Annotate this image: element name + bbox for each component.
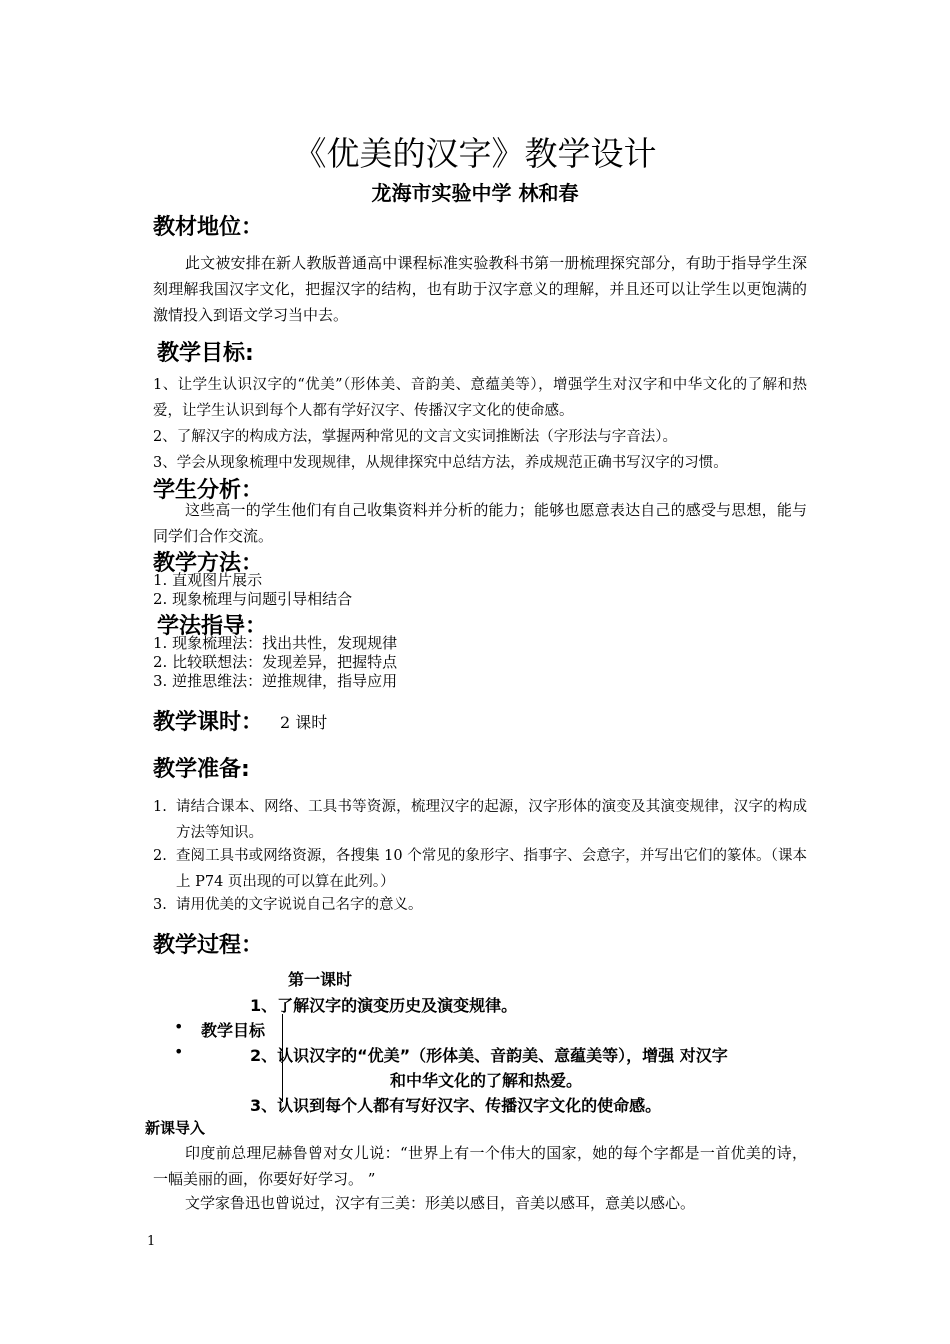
intro-paragraph-2: 文学家鲁迅也曾说过，汉字有三美：形美以感目，音美以感耳，意美以感心。 (185, 1194, 696, 1212)
process-goal-2-cont: 和中华文化的了解和热爱。 (390, 1071, 583, 1090)
goal-item-2: 2、了解汉字的构成方法，掌握两种常见的文言文实词推断法（字形法与字音法）。 (153, 429, 677, 445)
heading-process: 教学过程： (153, 933, 264, 958)
page-number: 1 (147, 1234, 156, 1249)
position-paragraph: 此文被安排在新人教版普通高中课程标准实验教科书第一册梳理探究部分，有助于指导学生深刻理解我国汉字文化，把握汉字的结构，也有助于汉字意义的理解，并且还可以让学生以更饱满的激情投入到语文学习当中去。 (153, 254, 807, 324)
prep-num-1: 1. (153, 799, 167, 815)
bullet-1: • (174, 1017, 184, 1036)
guidance-item-3: 3. 逆推思维法：逆推规律，指导应用 (153, 672, 398, 690)
prep-num-3: 3. (153, 897, 167, 913)
heading-position: 教材地位： (153, 215, 264, 240)
heading-hours: 教学课时： (153, 710, 264, 735)
heading-students: 学生分析： (153, 478, 264, 503)
bullet-2: • (174, 1042, 184, 1061)
prep-num-2: 2. (153, 848, 167, 864)
goal-item-1: 1、让学生认识汉字的“优美”（形体美、音韵美、意蕴美等），增强学生对汉字和中华文化的了解和热爱，让学生认识到每个人都有学好汉字、传播汉字文化的使命感。 (153, 377, 807, 419)
goal-label: 教学目标 (201, 1021, 266, 1040)
method-item-2: 2. 现象梳理与问题引导相结合 (153, 590, 353, 608)
document-title: 《优美的汉字》教学设计 (293, 134, 657, 173)
guidance-item-2: 2. 比较联想法：发现差异，把握特点 (153, 653, 398, 671)
process-goal-2: 2、认识汉字的“优美”（形体美、音韵美、意蕴美等），增强 对汉字 (250, 1046, 728, 1065)
students-paragraph: 这些高一的学生他们有自己收集资料并分析的能力；能够也愿意表达自己的感受与思想，能与同学们合作交流。 (153, 501, 807, 545)
goal-bracket (282, 1014, 291, 1102)
intro-paragraph-1: 印度前总理尼赫鲁曾对女儿说：“世界上有一个伟大的国家，她的每个字都是一首优美的诗，一幅美丽的画，你要好好学习。 ” (153, 1144, 807, 1188)
heading-guidance: 学法指导： (157, 614, 268, 639)
prep-item-3: 请用优美的文字说说自己名字的意义。 (176, 897, 423, 913)
method-item-1: 1. 直观图片展示 (153, 571, 263, 589)
heading-prep: 教学准备: (153, 757, 250, 782)
hours-value: 2 课时 (280, 713, 328, 732)
process-goal-3: 3、认识到每个人都有写好汉字、传播汉字文化的使命感。 (250, 1096, 662, 1115)
guidance-item-1: 1. 现象梳理法：找出共性，发现规律 (153, 634, 398, 652)
goal-item-3: 3、学会从现象梳理中发现规律，从规律探究中总结方法，养成规范正确书写汉字的习惯。 (153, 455, 728, 471)
process-goal-1: 1、了解汉字的演变历史及演变规律。 (250, 996, 518, 1015)
author-line: 龙海市实验中学 林和春 (371, 181, 579, 205)
prep-item-2: 查阅工具书或网络资源，各搜集 10 个常见的象形字、指事字、会意字，并写出它们的篆体。（课本上 P74 页出现的可以算在此列。） (176, 848, 807, 890)
heading-methods: 教学方法： (153, 551, 264, 576)
lesson-label: 第一课时 (288, 970, 353, 989)
intro-heading: 新课导入 (145, 1119, 206, 1137)
heading-goals: 教学目标: (157, 341, 254, 366)
prep-item-1: 请结合课本、网络、工具书等资源，梳理汉字的起源，汉字形体的演变及其演变规律，汉字的构成方法等知识。 (176, 799, 807, 841)
